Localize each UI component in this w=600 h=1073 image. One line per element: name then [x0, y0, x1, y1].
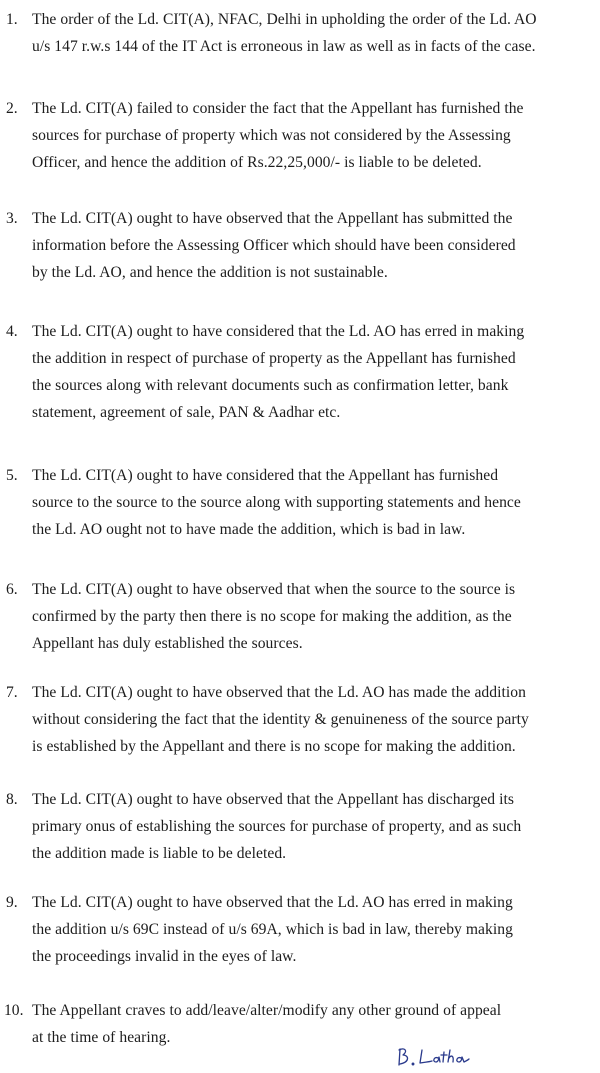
- ground-line: The Ld. CIT(A) ought to have observed that when the source to the source is: [32, 581, 516, 598]
- ground-line: the addition u/s 69C instead of u/s 69A, which is bad in law, thereby making: [32, 921, 513, 938]
- ground-number: 3.: [6, 210, 18, 227]
- ground-line: The Ld. CIT(A) failed to consider the fact that the Appellant has furnished the: [32, 100, 524, 117]
- ground-number: 7.: [6, 684, 18, 701]
- ground-line: Officer, and hence the addition of Rs.22,25,000/- is liable to be deleted.: [32, 154, 482, 171]
- ground-line: the proceedings invalid in the eyes of law.: [32, 948, 297, 965]
- ground-line: by the Ld. AO, and hence the addition is not sustainable.: [32, 264, 388, 281]
- ground-number: 9.: [6, 894, 18, 911]
- ground-line: information before the Assessing Officer which should have been considered: [32, 237, 516, 254]
- ground-line: The Ld. CIT(A) ought to have observed that the Ld. AO has erred in making: [32, 894, 513, 911]
- ground-line: without considering the fact that the identity & genuineness of the source party: [32, 711, 529, 728]
- ground-line: source to the source to the source along with supporting statements and hence: [32, 494, 521, 511]
- ground-line: The Appellant craves to add/leave/alter/modify any other ground of appeal: [32, 1002, 502, 1019]
- ground-line: The Ld. CIT(A) ought to have considered that the Ld. AO has erred in making: [32, 323, 525, 340]
- ground-line: statement, agreement of sale, PAN & Aadhar etc.: [32, 404, 341, 421]
- ground-line: Appellant has duly established the sources.: [32, 635, 303, 652]
- ground-line: at the time of hearing.: [32, 1029, 171, 1046]
- ground-line: sources for purchase of property which was not considered by the Assessing: [32, 127, 511, 144]
- ground-number: 10.: [4, 1002, 24, 1019]
- ground-line: the addition in respect of purchase of property as the Appellant has furnished: [32, 350, 516, 367]
- ground-line: the sources along with relevant documents such as confirmation letter, bank: [32, 377, 509, 394]
- ground-line: The Ld. CIT(A) ought to have observed that the Appellant has submitted the: [32, 210, 513, 227]
- ground-line: is established by the Appellant and there is no scope for making the addition.: [32, 738, 516, 755]
- ground-number: 6.: [6, 581, 18, 598]
- ground-line: The Ld. CIT(A) ought to have considered that the Appellant has furnished: [32, 467, 499, 484]
- ground-number: 4.: [6, 323, 18, 340]
- ground-line: the addition made is liable to be deleted.: [32, 845, 287, 862]
- ground-line: The Ld. CIT(A) ought to have observed that the Ld. AO has made the addition: [32, 684, 526, 701]
- handwritten-signature: [395, 1046, 485, 1070]
- ground-number: 8.: [6, 791, 18, 808]
- ground-line: confirmed by the party then there is no scope for making the addition, as the: [32, 608, 512, 625]
- ground-number: 1.: [6, 11, 18, 28]
- ground-line: the Ld. AO ought not to have made the addition, which is bad in law.: [32, 521, 466, 538]
- ground-line: The order of the Ld. CIT(A), NFAC, Delhi in upholding the order of the Ld. AO: [32, 11, 537, 28]
- ground-line: primary onus of establishing the sources for purchase of property, and as such: [32, 818, 522, 835]
- ground-line: The Ld. CIT(A) ought to have observed that the Appellant has discharged its: [32, 791, 514, 808]
- ground-number: 2.: [6, 100, 18, 117]
- ground-line: u/s 147 r.w.s 144 of the IT Act is erroneous in law as well as in facts of the case.: [32, 38, 536, 55]
- ground-number: 5.: [6, 467, 18, 484]
